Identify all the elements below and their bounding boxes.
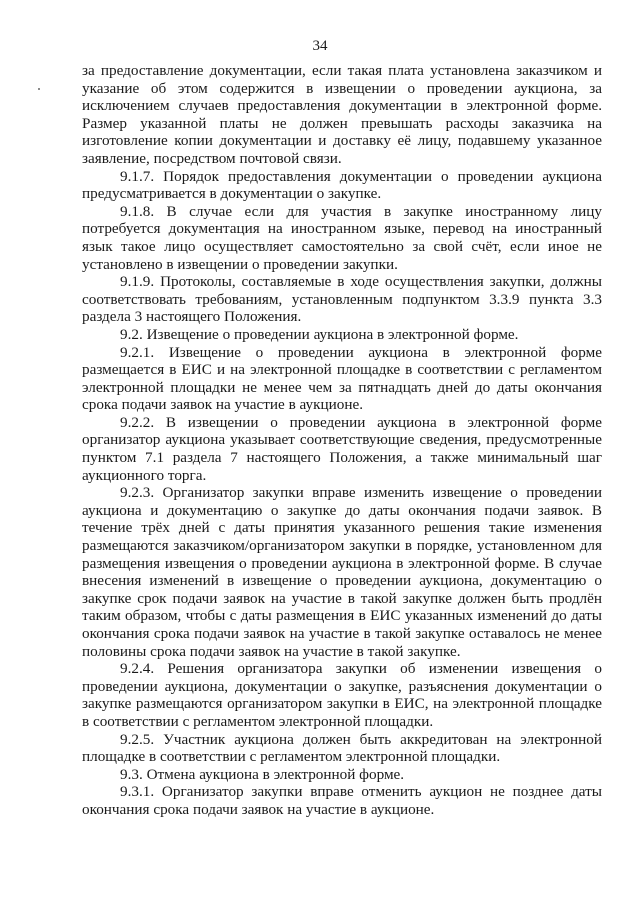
paragraph-9-2-2: 9.2.2. В извещении о проведении аукциона в электронной форме организатор аукциона указывает соответствующие сведения, предусмотренные пунктом 7.1 раздела 7 настоящего Положения, а также минимальный шаг аукционного торга.	[82, 413, 602, 484]
section-heading-9-2: 9.2. Извещение о проведении аукциона в электронной форме.	[120, 325, 519, 343]
paragraph-9-3-1: 9.3.1. Организатор закупки вправе отменить аукцион не позднее даты окончания срока подачи заявок на участие в аукционе.	[82, 783, 602, 818]
scan-speck	[38, 88, 40, 90]
paragraph-9-1-7: 9.1.7. Порядок предоставления документации о проведении аукциона предусматривается в документации о закупке.	[82, 167, 602, 203]
paragraph-9-2-3: 9.2.3. Организатор закупки вправе изменить извещение о проведении аукциона и документацию о закупке до даты окончания подачи заявок. В течение трёх дней с даты принятия указанного решения такие изменения размещаются заказчиком/организатором закупки в порядке, установленном для размещения извещения о проведении аукциона в электронной форме. В случае внесения изменений в извещение о проведении аукциона, документацию о закупке срок подачи заявок на участие в такой закупке должен быть продлён таким образом, чтобы с даты размещения в ЕИС указанных изменений до даты окончания срока подачи заявок на участие в такой закупке оставалось не менее половины срока подачи заявок на участие в такой закупке.	[82, 484, 602, 660]
document-body	[82, 62, 602, 819]
section-heading-9-3: 9.3. Отмена аукциона в электронной форме.	[120, 765, 405, 783]
paragraph-9-2-4: 9.2.4. Решения организатора закупки об изменении извещения о проведении аукциона, документации о закупке, разъяснения документации о закупке размещаются организатором закупки в ЕИС, на электронной площадке в соответствии с регламентом электронной площадки.	[82, 660, 602, 730]
paragraph-9-1-8: 9.1.8. В случае если для участия в закупке иностранному лицу потребуется документация на иностранном языке, перевод на иностранный язык такое лицо осуществляет самостоятельно за свой счёт, если иное не установлено в извещении о проведении закупки.	[82, 202, 602, 273]
paragraph-9-2-5: 9.2.5. Участник аукциона должен быть аккредитован на электронной площадке в соответствии с регламентом электронной площадки.	[82, 730, 602, 766]
paragraph-continued: за предоставление документации, если такая плата установлена заказчиком и указание об этом содержится в извещении о проведении аукциона, за исключением случаев предоставления документации в электронной форме. Размер указанной платы не должен превышать расходы заказчика на изготовление копии документации и доставку её лицу, подавшему указанное заявление, посредством почтовой связи.	[82, 62, 602, 167]
paragraph-9-2-1: 9.2.1. Извещение о проведении аукциона в электронной форме размещается в ЕИС и на электронной площадке в соответствии с регламентом электронной площадки не менее чем за пятнадцать дней до даты окончания срока подачи заявок на участие в аукционе.	[82, 343, 602, 414]
page-number: 34	[312, 38, 328, 54]
paragraph-9-1-9: 9.1.9. Протоколы, составляемые в ходе осуществления закупки, должны соответствовать требованиям, установленным подпунктом 3.3.9 пункта 3.3 раздела 3 настоящего Положения.	[82, 273, 602, 326]
